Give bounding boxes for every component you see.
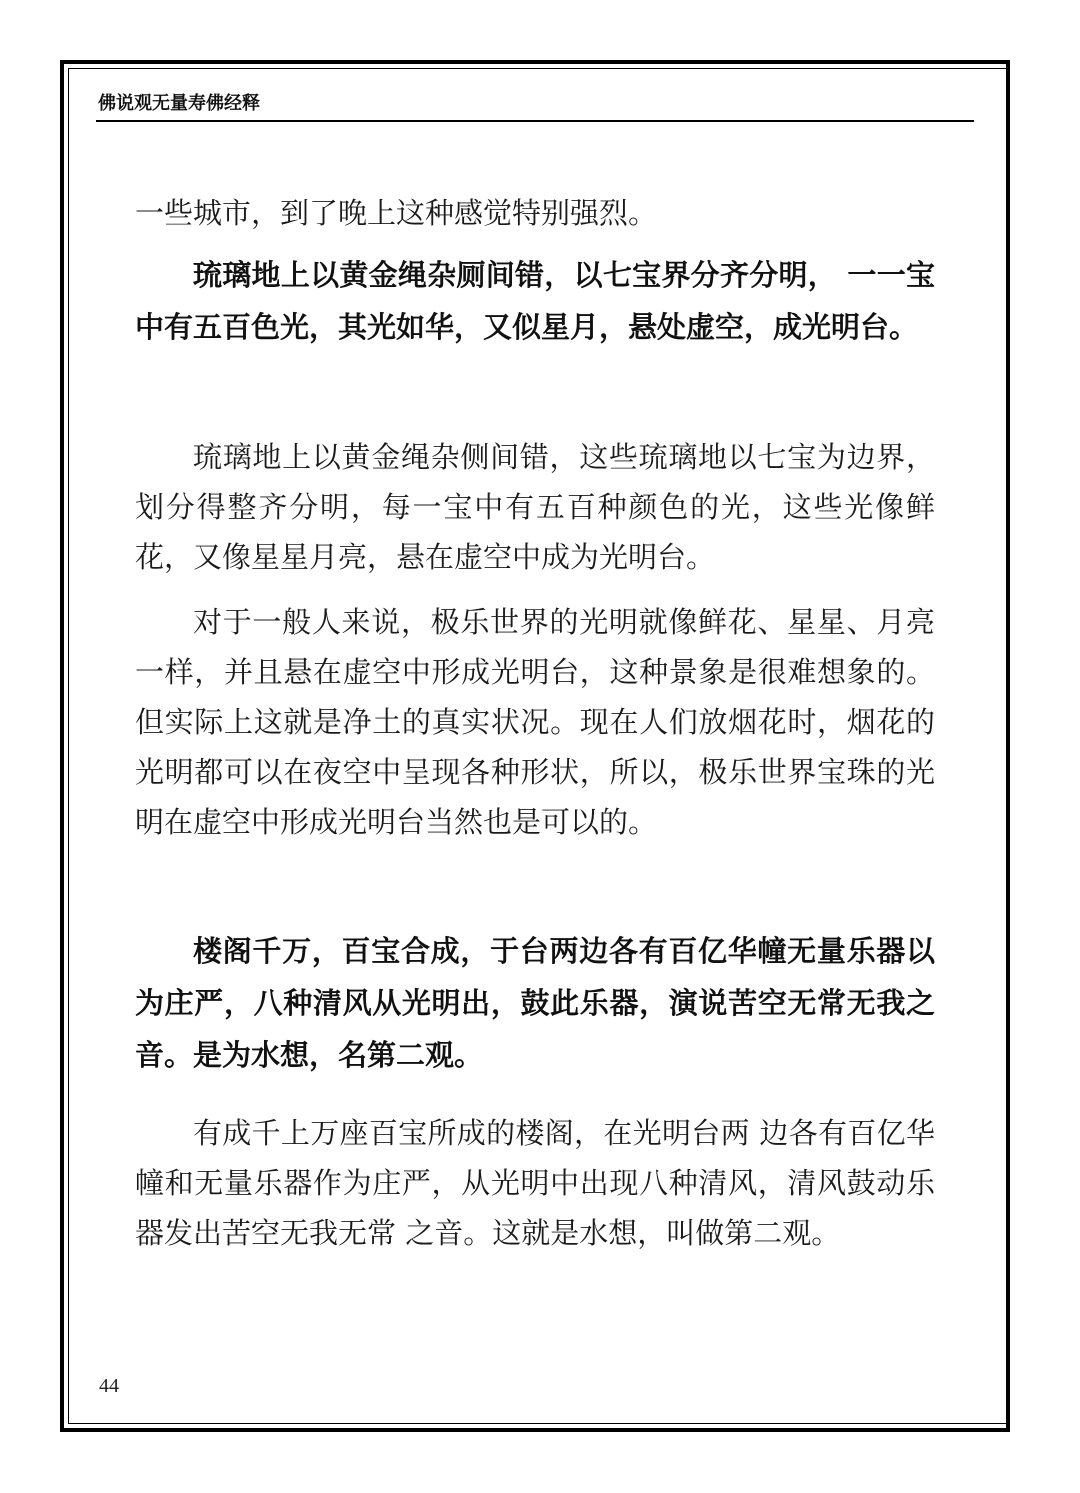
scripture-verse-2: 楼阁千万，百宝合成，于台两边各有百亿华幢无量乐器以为庄严，八种清风从光明出，鼓此乐器，演说苦空无常无我之音。是为水想，名第二观。 xyxy=(135,934,935,1072)
running-header-title: 佛说观无量寿佛经释 xyxy=(98,93,260,114)
commentary-paragraph-3: 有成千上万座百宝所成的楼阁，在光明台两 边各有百亿华幢和无量乐器作为庄严，从光明中出现八种清风，清风鼓动乐器发出苦空无我无常 之音。这就是水想，叫做第二观。 xyxy=(135,1116,935,1250)
commentary-paragraph-1: 琉璃地上以黄金绳杂侧间错，这些琉璃地以七宝为边界，划分得整齐分明，每一宝中有五百种颜色的光，这些光像鲜花，又像星星月亮，悬在虚空中成为光明台。 xyxy=(135,440,935,574)
header-divider xyxy=(96,120,974,122)
page-number: 44 xyxy=(99,1375,119,1397)
commentary-paragraph-2: 对于一般人来说，极乐世界的光明就像鲜花、星星、月亮一样，并且悬在虚空中形成光明台，这种景象是很难想象的。但实际上这就是净土的真实状况。现在人们放烟花时，烟花的光明都可以在夜空中呈现各种形状，所以，极乐世界宝珠的光明在虚空中形成光明台当然也是可以的。 xyxy=(135,605,935,839)
scripture-verse-1: 琉璃地上以黄金绳杂厕间错，以七宝界分齐分明， 一一宝中有五百色光，其光如华，又似星月，悬处虚空，成光明台。 xyxy=(135,258,935,344)
paragraph-continuation: 一些城市，到了晚上这种感觉特别强烈。 xyxy=(135,196,658,230)
